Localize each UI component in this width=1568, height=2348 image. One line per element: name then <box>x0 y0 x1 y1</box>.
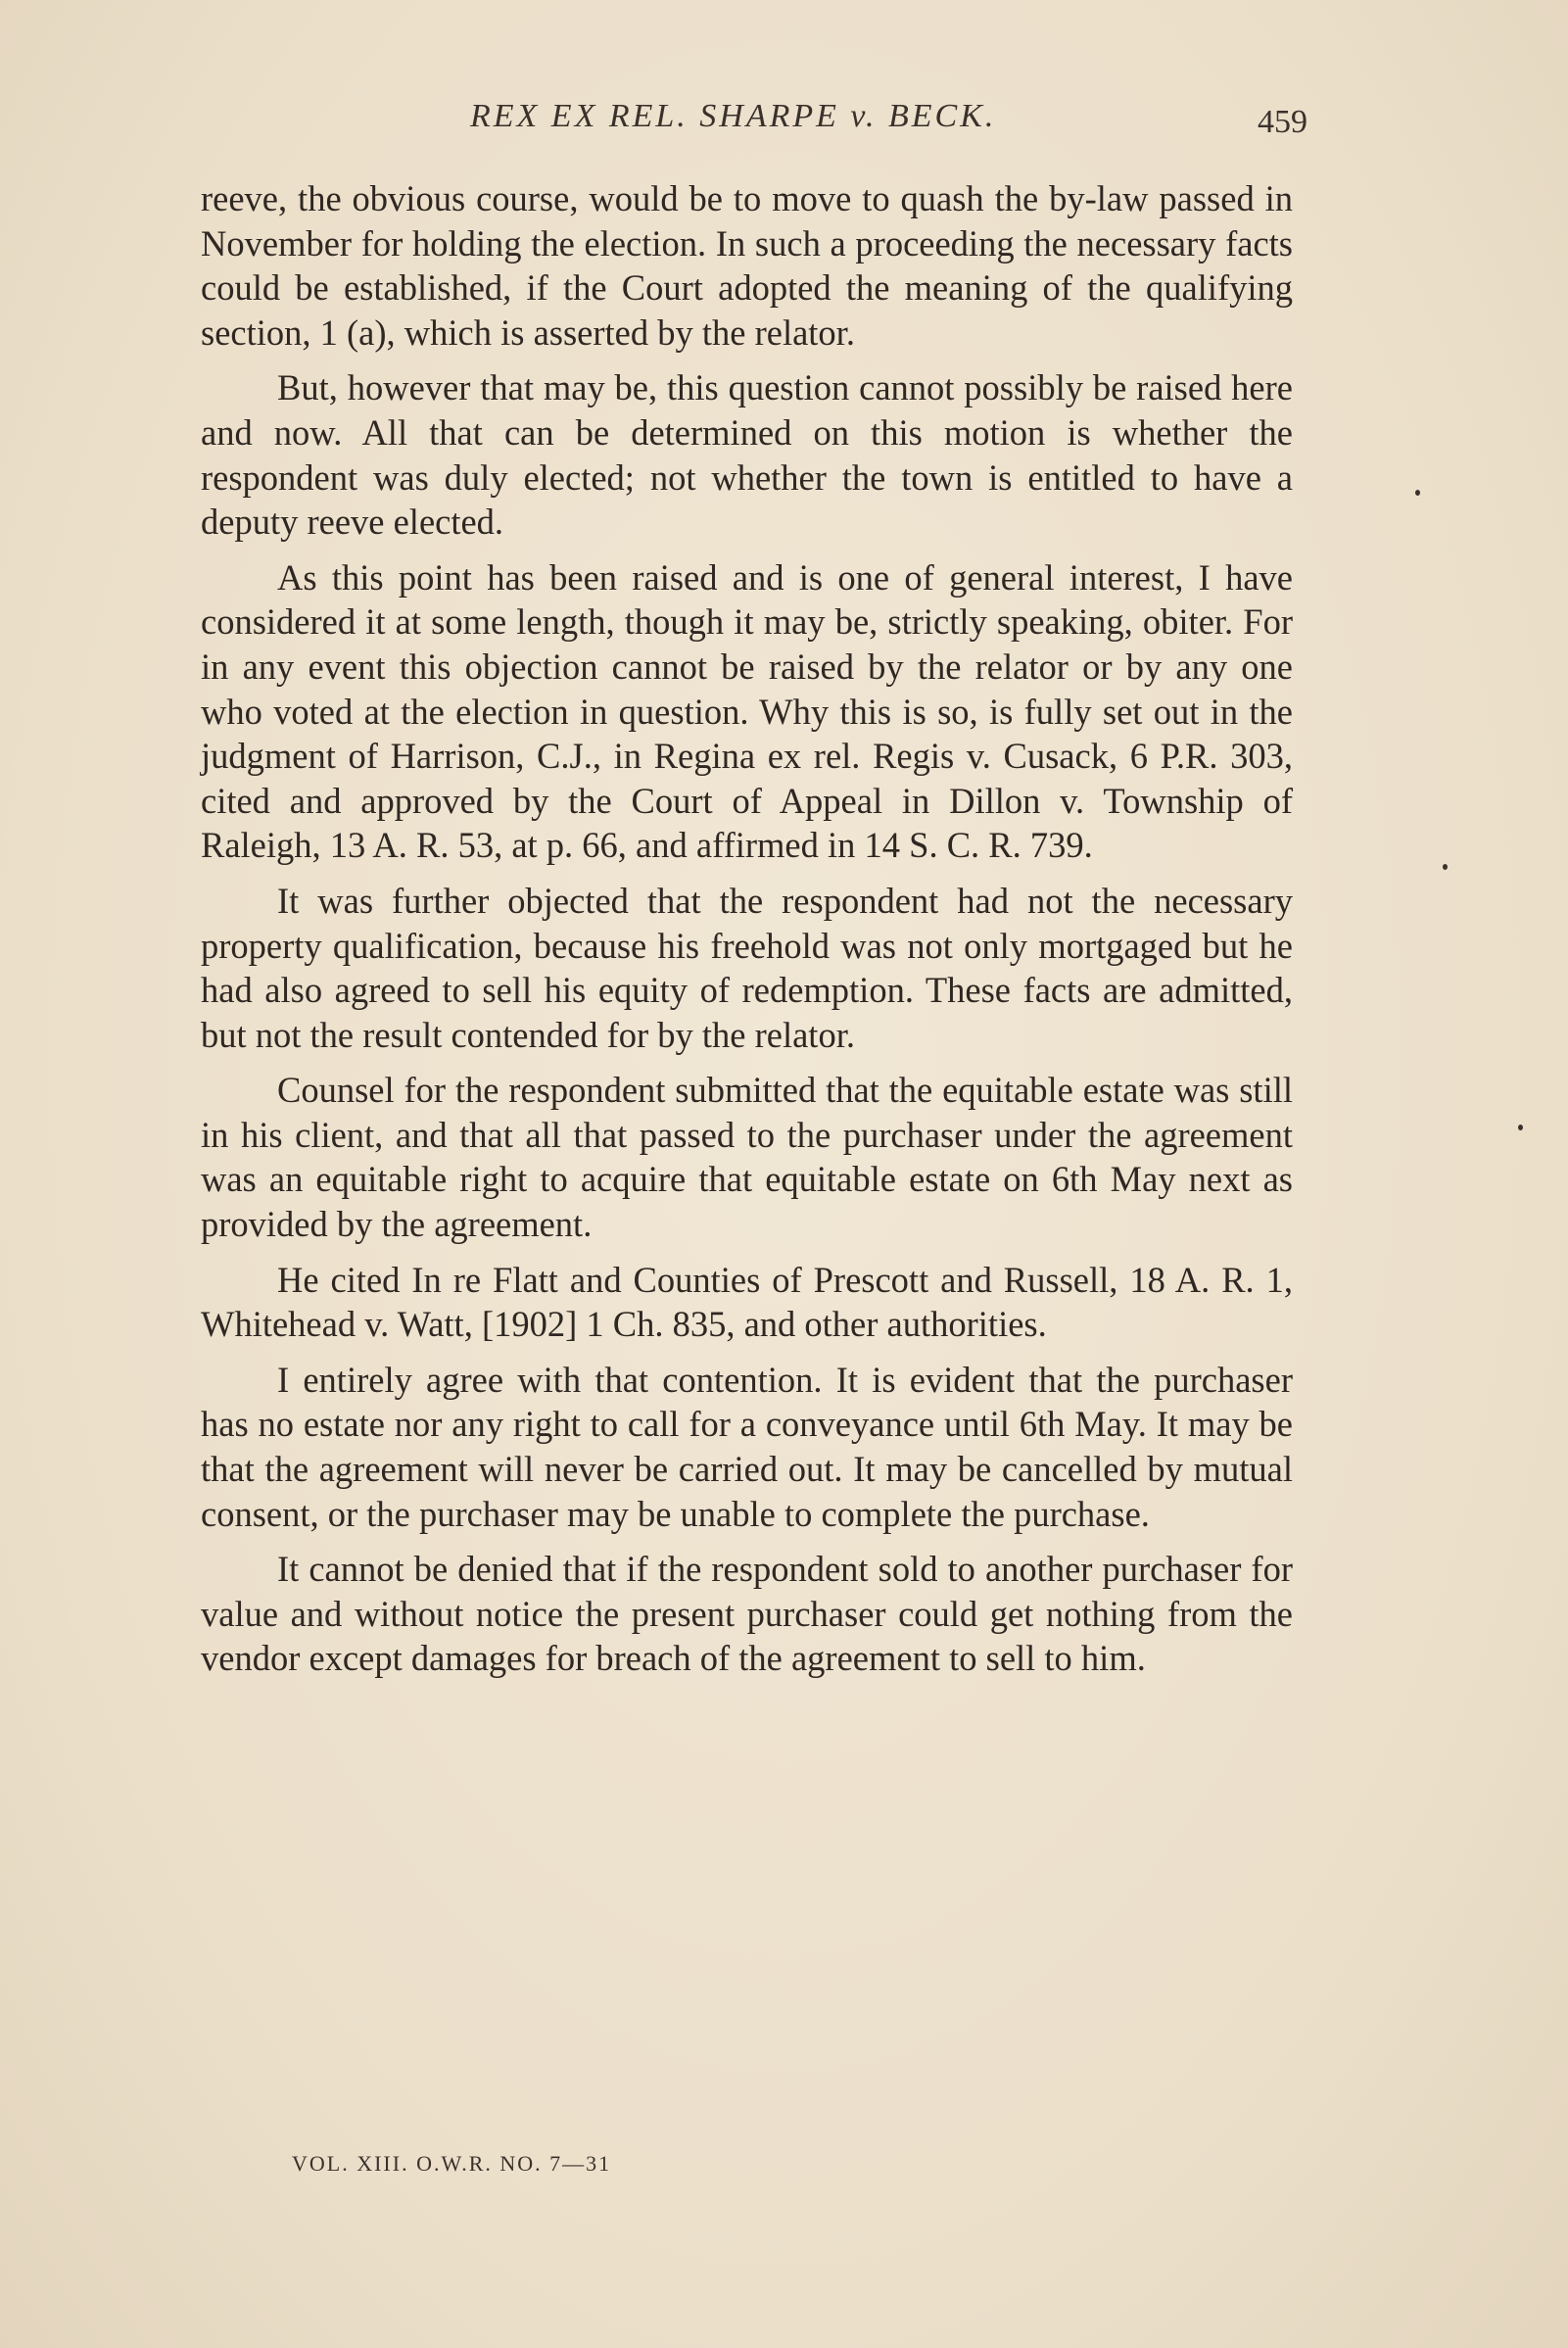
paragraph: I entirely agree with that contention. It is evident that the purchaser has no estate nor any right to call for a conveyance until 6th May. It may be that the agreement will never be carried out. It may be cancelled by mutual consent, or the purchaser may be unable to complete the purchase. <box>201 1359 1293 1534</box>
running-head <box>206 98 1307 147</box>
ink-speck <box>1443 864 1448 870</box>
running-title: REX EX REL. SHARPE v. BECK. <box>470 98 997 134</box>
paragraph: As this point has been raised and is one of general interest, I have considered it at some length, though it may be, strictly speaking, obiter. For in any event this objection cannot be raised by the relator or by any one who voted at the election in question. Why this is so, is fully set out in the judgment of Harrison, C.J., in Regina ex rel. Regis v. Cusack, 6 P.R. 303, cited and approved by the Court of Appeal in Dillon v. Township of Raleigh, 13 A. R. 53, at p. 66, and affirmed in 14 S. C. R. 739. <box>201 556 1293 866</box>
paragraph: But, however that may be, this question cannot possibly be raised here and now. All that can be determined on this motion is whether the respondent was duly elected; not whether the town is entitled to have a deputy reeve elected. <box>201 367 1293 543</box>
paragraph: It cannot be denied that if the respondent sold to another purchaser for value and without notice the present purchaser could get nothing from the vendor except damages for breach of the agreement to sell to him. <box>201 1549 1293 1679</box>
paragraph: reeve, the obvious course, would be to move to quash the by-law passed in November for holding the election. In such a proceeding the necessary facts could be established, if the Court adopted the meaning of the qualifying section, 1 (a), which is asserted by the relator. <box>201 178 1293 353</box>
page-number: 459 <box>1258 104 1307 140</box>
signature-line: VOL. XIII. O.W.R. NO. 7—31 <box>292 2151 612 2176</box>
ink-speck <box>1518 1125 1523 1130</box>
ink-speck <box>1415 490 1420 496</box>
paragraph: Counsel for the respondent submitted that the equitable estate was still in his client, and that all that passed to the purchaser under the agreement was an equitable right to acquire that equitable estate on 6th May next as provided by the agreement. <box>201 1070 1293 1245</box>
paragraph: He cited In re Flatt and Counties of Prescott and Russell, 18 A. R. 1, Whitehead v. Watt, [1902] 1 Ch. 835, and other authorities. <box>201 1259 1293 1345</box>
body-text <box>201 176 1293 1692</box>
paragraph: It was further objected that the respondent had not the necessary property qualification, because his freehold was not only mortgaged but he had also agreed to sell his equity of redemption. These facts are admitted, but not the result contended for by the relator. <box>201 880 1293 1055</box>
